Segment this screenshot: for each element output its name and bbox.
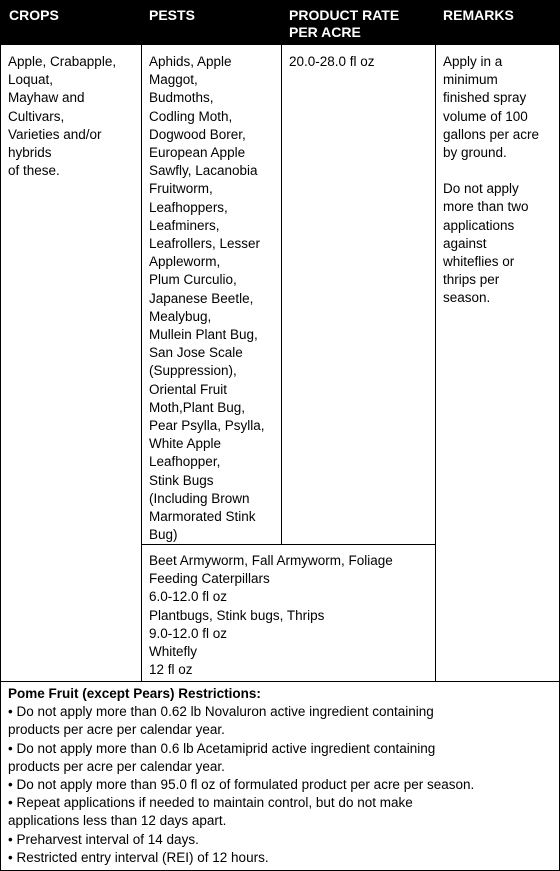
pests-line: Moth,Plant Bug,: [149, 399, 246, 415]
header-pests-text: PESTS: [149, 7, 195, 23]
remarks-spacer: [443, 162, 553, 180]
remarks-line: Apply in a: [443, 54, 503, 69]
crops-line: Loquat,: [8, 72, 54, 88]
pests-cell: [142, 49, 282, 548]
pests-line: Leafminers,: [149, 217, 220, 233]
restriction-line: • Do not apply more than 0.6 lb Acetamiprid active ingredient containing: [8, 740, 436, 756]
remarks-line: applications: [443, 217, 515, 233]
header-remarks: [435, 1, 559, 45]
restriction-line: products per acre per calendar year.: [8, 758, 225, 774]
remarks-line: by ground.: [443, 145, 507, 161]
remarks-line: Do not apply: [443, 181, 519, 197]
remarks-line: season.: [443, 290, 491, 306]
remarks-line: thrips per: [443, 272, 500, 288]
header-rate: [281, 1, 435, 45]
subrow-line: Feeding Caterpillars: [149, 571, 270, 587]
crops-cell: [1, 49, 141, 184]
subrow-cell: [142, 548, 436, 683]
pests-line: San Jose Scale: [149, 345, 243, 361]
pests-line: Sawfly, Lacanobia: [149, 163, 258, 179]
crops-line: Mayhaw and: [8, 90, 85, 106]
header-crops-text: CROPS: [9, 7, 59, 23]
pests-line: White Apple: [149, 436, 222, 452]
header-rate-line-1: PRODUCT RATE: [289, 7, 400, 23]
header-crops: [1, 1, 141, 45]
remarks-line: whiteflies or: [443, 254, 515, 270]
pests-line: Maggot,: [149, 72, 198, 88]
rate-cell: [282, 49, 435, 75]
crops-line: of these.: [8, 163, 60, 179]
pests-line: Mullein Plant Bug,: [149, 327, 258, 343]
restriction-line: applications less than 12 days apart.: [8, 813, 227, 829]
remarks-line: more than two: [443, 199, 529, 215]
rate-value: 20.0-28.0 fl oz: [289, 54, 375, 69]
restriction-line: • Restricted entry interval (REI) of 12 hours.: [8, 849, 269, 865]
pests-line: (Suppression),: [149, 363, 237, 379]
restriction-line: products per acre per calendar year.: [8, 722, 225, 738]
pests-line: (Including Brown: [149, 490, 250, 506]
pests-line: Leafrollers, Lesser: [149, 236, 261, 252]
subrow-line: Beet Armyworm, Fall Armyworm, Foliage: [149, 553, 393, 568]
restriction-line: • Preharvest interval of 14 days.: [8, 831, 199, 847]
pests-line: Oriental Fruit: [149, 381, 228, 397]
pests-line: Budmoths,: [149, 90, 214, 106]
header-rate-line-2: PER ACRE: [289, 24, 361, 40]
pests-line: Plum Curculio,: [149, 272, 237, 288]
pests-line: Codling Moth,: [149, 108, 233, 124]
restrictions-cell: [1, 685, 559, 867]
pests-line: European Apple: [149, 145, 246, 161]
remarks-line: gallons per acre: [443, 126, 540, 142]
restriction-line: • Do not apply more than 0.62 lb Novaluron active ingredient containing: [8, 704, 434, 720]
remarks-line: minimum: [443, 72, 498, 88]
pests-line: Mealybug,: [149, 308, 212, 324]
subrow-line: 6.0-12.0 fl oz: [149, 589, 228, 605]
remarks-line: against: [443, 235, 487, 251]
remarks-line: finished spray: [443, 90, 527, 106]
header-remarks-text: REMARKS: [443, 7, 514, 23]
pests-line: Stink Bugs: [149, 472, 214, 488]
pests-line: Dogwood Borer,: [149, 126, 246, 142]
subrow-line: Whitefly: [149, 644, 198, 660]
pests-line: Leafhoppers,: [149, 199, 228, 215]
restriction-line: • Do not apply more than 95.0 fl oz of formulated product per acre per season.: [8, 777, 475, 793]
pests-line: Fruitworm,: [149, 181, 213, 197]
subrow-line: Plantbugs, Stink bugs, Thrips: [149, 607, 325, 623]
crops-line: Varieties and/or: [8, 126, 102, 142]
pests-line: Bug): [149, 527, 178, 543]
restrictions-title: Pome Fruit (except Pears) Restrictions:: [8, 686, 261, 701]
pests-line: Marmorated Stink: [149, 509, 256, 525]
crops-line: Apple, Crabapple,: [8, 54, 117, 69]
pests-line: Japanese Beetle,: [149, 290, 254, 306]
remarks-cell: [436, 49, 560, 312]
restriction-line: • Repeat applications if needed to maintain control, but do not make: [8, 795, 413, 811]
crops-line: Cultivars,: [8, 108, 65, 124]
header-pests: [141, 1, 281, 45]
pests-line: Leafhopper,: [149, 454, 221, 470]
crops-line: hybrids: [8, 145, 52, 161]
remarks-line: volume of 100: [443, 108, 528, 124]
pests-line: Aphids, Apple: [149, 54, 232, 69]
pests-line: Appleworm,: [149, 254, 221, 270]
subrow-line: 12 fl oz: [149, 662, 193, 678]
subrow-line: 9.0-12.0 fl oz: [149, 625, 228, 641]
pests-line: Pear Psylla, Psylla,: [149, 418, 265, 434]
